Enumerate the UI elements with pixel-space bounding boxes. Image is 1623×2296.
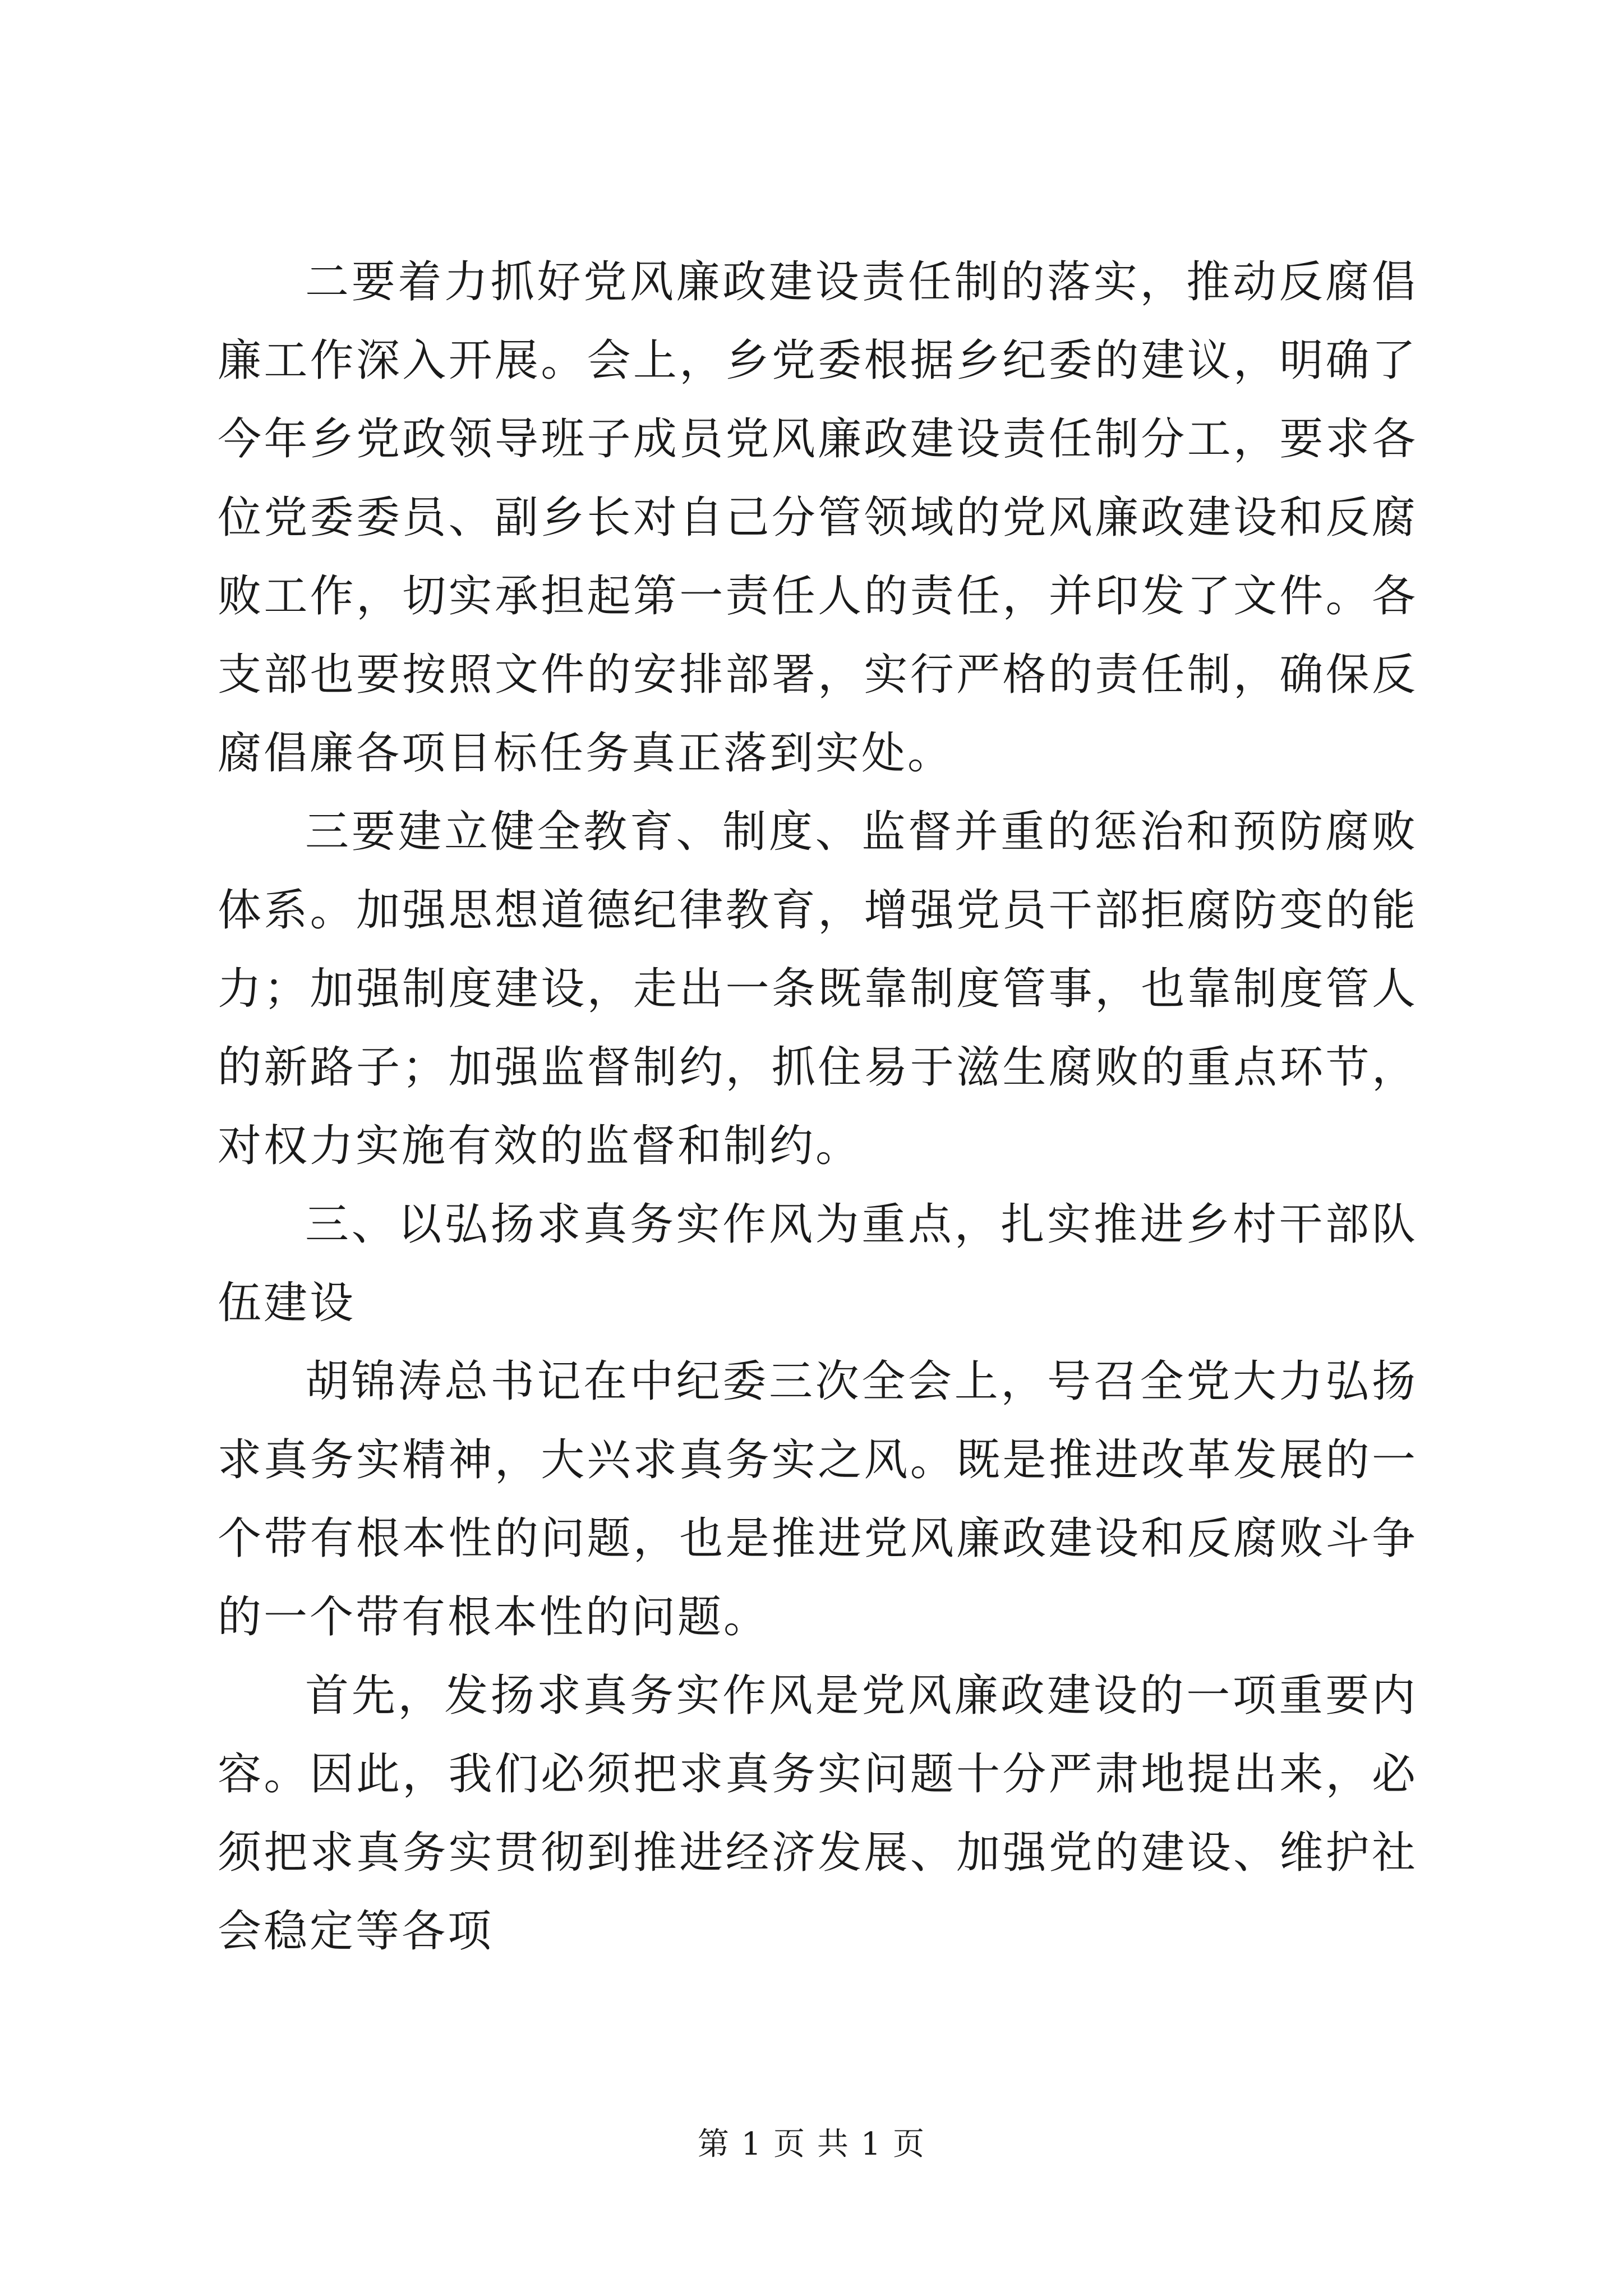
section-heading-three: 三、以弘扬求真务实作风为重点，扎实推进乡村干部队伍建设	[218, 1199, 1418, 1328]
paragraph-prevention-system: 三要建立健全教育、制度、监督并重的惩治和预防腐败体系。加强思想道德纪律教育，增强党员干部拒腐防变的能力；加强制度建设，走出一条既靠制度管事，也靠制度管人的新路子；加强监督制约，抓住易于滋生腐败的重点环节，对权力实施有效的监督和制约。	[218, 807, 1418, 1171]
paragraph-responsibility-system: 二要着力抓好党风廉政建设责任制的落实，推动反腐倡廉工作深入开展。会上，乡党委根据乡纪委的建议，明确了今年乡党政领导班子成员党风廉政建设责任制分工，要求各位党委委员、副乡长对自己分管领域的党风廉政建设和反腐败工作，切实承担起第一责任人的责任，并印发了文件。各支部也要按照文件的安排部署，实行严格的责任制，确保反腐倡廉各项目标任务真正落到实处。	[218, 257, 1418, 779]
page-footer: 第 1 页 共 1 页	[697, 2126, 926, 2162]
paragraph-first-point: 首先，发扬求真务实作风是党风廉政建设的一项重要内容。因此，我们必须把求真务实问题十分严肃地提出来，必须把求真务实贯彻到推进经济发展、加强党的建设、维护社会稳定等各项	[218, 1671, 1418, 1957]
document-body	[218, 243, 1418, 1971]
paragraph-seek-truth: 胡锦涛总书记在中纪委三次全会上，号召全党大力弘扬求真务实精神，大兴求真务实之风。既是推进改革发展的一个带有根本性的问题，也是推进党风廉政建设和反腐败斗争的一个带有根本性的问题。	[218, 1356, 1418, 1642]
